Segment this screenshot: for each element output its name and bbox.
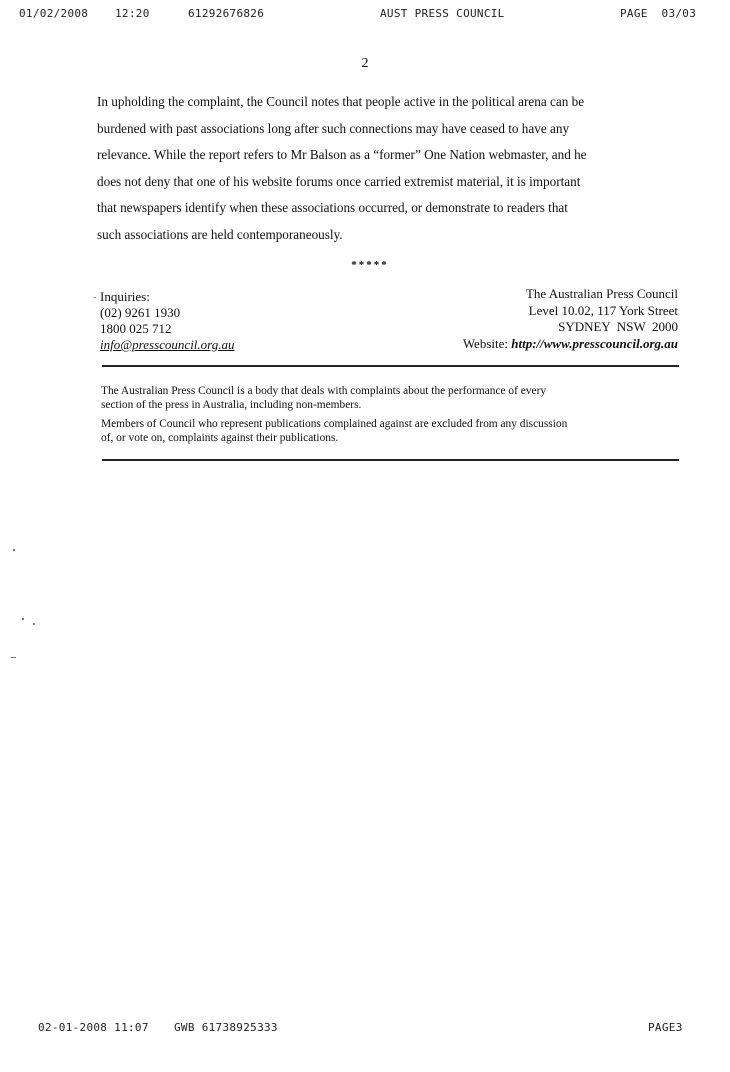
website-row bbox=[463, 336, 678, 353]
address-block bbox=[463, 286, 678, 352]
scan-speck bbox=[11, 657, 16, 658]
body-line: relevance. While the report refers to Mr Balson as a “former” One Nation webmaster, and he bbox=[97, 147, 587, 163]
scan-mark: - bbox=[93, 292, 97, 303]
note-line: The Australian Press Council is a body that deals with complaints about the performance of every bbox=[101, 385, 547, 397]
note-line: of, or vote on, complaints against their publications. bbox=[101, 432, 339, 444]
body-line: does not deny that one of his website forums once carried extremist material, it is important bbox=[97, 173, 581, 189]
note-paragraph bbox=[101, 384, 676, 412]
address-city: SYDNEY NSW 2000 bbox=[558, 319, 678, 334]
section-separator: ***** bbox=[351, 259, 389, 271]
body-line: In upholding the complaint, the Council notes that people active in the political arena can be bbox=[97, 94, 585, 109]
phone-number: (02) 9261 1930 bbox=[100, 305, 181, 320]
divider-bottom bbox=[102, 459, 679, 461]
fax-sender: AUST PRESS COUNCIL bbox=[380, 7, 505, 20]
address-line: Level 10.02, 117 York Street bbox=[528, 302, 678, 318]
freecall-number: 1800 025 712 bbox=[100, 321, 172, 336]
inquiries-label: Inquiries: bbox=[100, 289, 150, 304]
email-link[interactable]: info@presscouncil.org.au bbox=[100, 337, 235, 352]
fax-received-page: PAGE3 bbox=[648, 1021, 683, 1034]
fax-time: 12:20 bbox=[115, 7, 150, 20]
organization-name: The Australian Press Council bbox=[525, 286, 678, 301]
website-link[interactable]: http://www.presscouncil.org.au bbox=[511, 335, 678, 351]
fax-received-stamp: 02-01-2008 11:07 bbox=[38, 1021, 149, 1034]
body-line: burdened with past associations long after such connections may have ceased to have any bbox=[97, 120, 570, 136]
note-paragraph bbox=[101, 417, 676, 445]
scan-speck bbox=[13, 549, 15, 551]
fax-number: 61292676826 bbox=[188, 7, 265, 20]
website-label: Website: bbox=[462, 335, 512, 351]
divider-top bbox=[102, 365, 679, 367]
body-line: such associations are held contemporaneously. bbox=[97, 226, 343, 242]
fax-date: 01/02/2008 bbox=[19, 7, 89, 20]
scan-speck bbox=[22, 618, 24, 620]
body-line: that newspapers identify when these associations occurred, or demonstrate to readers that bbox=[97, 200, 568, 216]
fax-sender-id: GWB 61738925333 bbox=[174, 1021, 278, 1034]
note-line: section of the press in Australia, including non-members. bbox=[101, 399, 362, 411]
note-line: Members of Council who represent publications complained against are excluded from any discussion bbox=[101, 418, 568, 430]
scan-speck bbox=[33, 623, 35, 625]
inquiries-block bbox=[93, 289, 235, 353]
page-number: 2 bbox=[361, 56, 369, 71]
fax-page: PAGE 03/03 bbox=[620, 7, 697, 20]
body-paragraph bbox=[97, 89, 642, 249]
council-note bbox=[101, 384, 676, 450]
